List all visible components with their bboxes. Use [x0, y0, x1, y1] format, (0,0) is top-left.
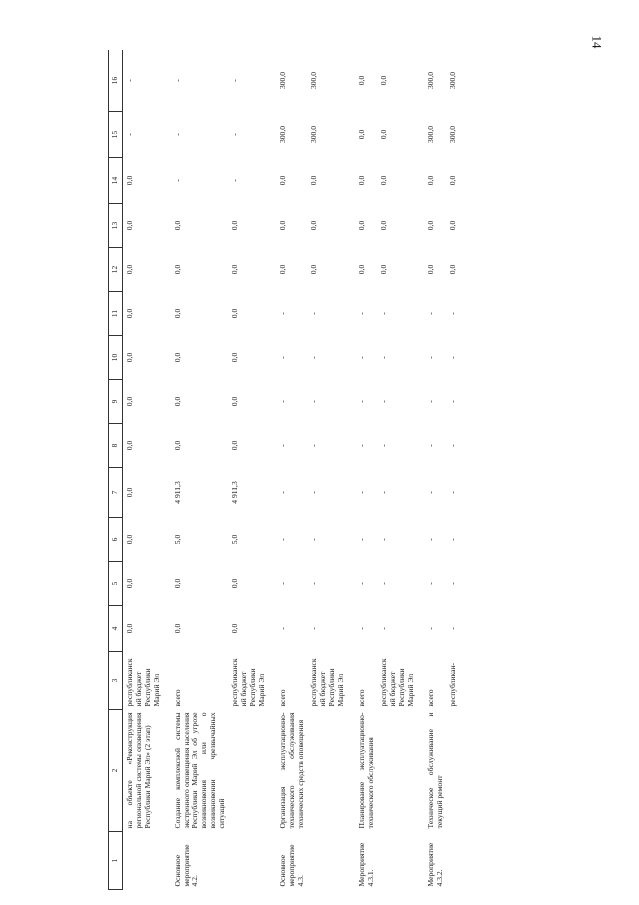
table-row	[348, 50, 378, 890]
activity-code-cell	[122, 832, 163, 890]
value-cell-col-15: 0,0	[378, 129, 388, 140]
value-cell-col-5: 0,0	[124, 578, 134, 589]
activity-code-cell	[229, 832, 269, 890]
value-cell-col-14: -	[230, 179, 240, 182]
value-cell-col-8: -	[448, 444, 458, 447]
value-cell-col-14: 0,0	[378, 175, 388, 186]
value-cell-col-16: 0,0	[378, 75, 388, 86]
rotated-table-area	[108, 50, 588, 890]
value-cell-col-13: 0,0	[172, 220, 182, 231]
value-cell-col-8: 0,0	[230, 440, 240, 451]
header-row	[109, 50, 123, 890]
value-cell-col-9: -	[308, 400, 318, 403]
value-cell-col-8: 0,0	[124, 440, 134, 451]
value-cell-col-14: 0,0	[124, 175, 134, 186]
value-cell-col-13: 0,0	[230, 220, 240, 231]
value-cell-col-12: 0,0	[308, 264, 318, 275]
value-cell-col-9: -	[278, 400, 288, 403]
value-cell-col-16: -	[230, 79, 240, 82]
activity-name-cell: Планирование эксплуатационно-технического обслуживания	[356, 712, 375, 829]
value-cell-col-4: -	[426, 627, 436, 630]
value-cell-col-9: -	[378, 400, 388, 403]
value-cell-col-11: -	[378, 312, 388, 315]
value-cell-col-5: -	[356, 582, 366, 585]
activity-code-cell	[308, 832, 348, 890]
value-cell-col-16: 300,0	[278, 71, 288, 90]
activity-code-cell	[447, 832, 460, 890]
column-header-1: 1	[109, 832, 123, 890]
column-header-13: 13	[109, 204, 123, 248]
table-row	[378, 50, 418, 890]
value-cell-col-11: -	[308, 312, 318, 315]
value-cell-col-12: 0,0	[378, 264, 388, 275]
value-cell-col-5: 0,0	[230, 578, 240, 589]
value-cell-col-4: -	[278, 627, 288, 630]
funding-source-cell: республикан-	[448, 662, 458, 707]
value-cell-col-8: -	[356, 444, 366, 447]
value-cell-col-9: 0,0	[172, 396, 182, 407]
value-cell-col-5: -	[448, 582, 458, 585]
value-cell-col-7: -	[378, 491, 388, 494]
value-cell-col-8: -	[378, 444, 388, 447]
activity-code-cell: Мероприятие 4.3.1.	[356, 842, 375, 887]
value-cell-col-12: 0,0	[172, 264, 182, 275]
value-cell-col-12: 0,0	[448, 264, 458, 275]
value-cell-col-4: 0,0	[230, 623, 240, 634]
value-cell-col-15: -	[124, 133, 134, 136]
value-cell-col-13: 0,0	[378, 220, 388, 231]
value-cell-col-15: 300,0	[426, 125, 436, 144]
value-cell-col-13: 0,0	[356, 220, 366, 231]
column-header-3: 3	[109, 652, 123, 710]
value-cell-col-6: -	[448, 538, 458, 541]
value-cell-col-5: -	[378, 582, 388, 585]
value-cell-col-4: -	[448, 627, 458, 630]
funding-source-cell: всего	[172, 689, 182, 707]
value-cell-col-6: 0,0	[124, 534, 134, 545]
value-cell-col-5: 0,0	[172, 578, 182, 589]
table-row	[417, 50, 447, 890]
value-cell-col-13: 0,0	[308, 220, 318, 231]
value-cell-col-10: -	[448, 356, 458, 359]
value-cell-col-8: -	[426, 444, 436, 447]
value-cell-col-13: 0,0	[448, 220, 458, 231]
funding-source-cell: республиканский бюджет Республики Марий Эл	[230, 658, 267, 707]
value-cell-col-12: 0,0	[278, 264, 288, 275]
value-cell-col-4: 0,0	[124, 623, 134, 634]
value-cell-col-9: -	[448, 400, 458, 403]
activity-name-cell: Создание комплексной системы экстренного оповещения населения Республики Марий Эл об угрозе возникновения или о возникновении чрезвычайных ситуаций	[172, 712, 227, 829]
value-cell-col-15: -	[230, 133, 240, 136]
value-cell-col-16: -	[172, 79, 182, 82]
activity-name-cell	[378, 710, 418, 832]
value-cell-col-6: -	[426, 538, 436, 541]
value-cell-col-7: -	[426, 491, 436, 494]
table-row	[447, 50, 460, 890]
value-cell-col-7: -	[278, 491, 288, 494]
value-cell-col-10: -	[308, 356, 318, 359]
value-cell-col-16: 300,0	[426, 71, 436, 90]
value-cell-col-6: -	[378, 538, 388, 541]
value-cell-col-7: -	[308, 491, 318, 494]
value-cell-col-14: 0,0	[278, 175, 288, 186]
value-cell-col-14: 0,0	[356, 175, 366, 186]
value-cell-col-9: 0,0	[230, 396, 240, 407]
value-cell-col-16: 300,0	[448, 71, 458, 90]
funding-source-cell: республиканский бюджет Республики Марий Эл	[124, 658, 161, 707]
funding-source-cell: всего	[278, 689, 288, 707]
value-cell-col-8: -	[278, 444, 288, 447]
activity-name-cell	[447, 710, 460, 832]
value-cell-col-7: 0,0	[124, 487, 134, 498]
table-body	[122, 50, 460, 890]
table-header	[109, 50, 123, 890]
funding-source-cell: всего	[426, 689, 436, 707]
value-cell-col-7: -	[448, 491, 458, 494]
value-cell-col-16: 0,0	[356, 75, 366, 86]
value-cell-col-6: 5,0	[230, 534, 240, 545]
value-cell-col-6: -	[278, 538, 288, 541]
value-cell-col-13: 0,0	[278, 220, 288, 231]
column-header-11: 11	[109, 292, 123, 336]
value-cell-col-16: -	[124, 79, 134, 82]
activity-name-cell: на объекте «Реконструкция региональной системы оповещения Республики Марий Эл» (2 этап)	[124, 712, 152, 829]
value-cell-col-11: 0,0	[230, 308, 240, 319]
value-cell-col-16: 300,0	[308, 71, 318, 90]
value-cell-col-11: 0,0	[172, 308, 182, 319]
value-cell-col-10: -	[426, 356, 436, 359]
value-cell-col-15: 300,0	[308, 125, 318, 144]
activity-code-cell: Основное мероприятие 4.3.	[278, 844, 305, 887]
column-header-2: 2	[109, 710, 123, 832]
value-cell-col-14: -	[172, 179, 182, 182]
value-cell-col-11: -	[448, 312, 458, 315]
funding-source-cell: республиканский бюджет Республики Марий Эл	[378, 658, 415, 707]
value-cell-col-7: -	[356, 491, 366, 494]
value-cell-col-15: -	[172, 133, 182, 136]
value-cell-col-10: 0,0	[230, 352, 240, 363]
value-cell-col-4: -	[378, 627, 388, 630]
value-cell-col-10: 0,0	[172, 352, 182, 363]
value-cell-col-12: 0,0	[230, 264, 240, 275]
column-header-9: 9	[109, 380, 123, 424]
activity-name-cell: Организация эксплуатационно-технического обслуживания технических средств оповещения	[278, 712, 305, 829]
value-cell-col-14: 0,0	[308, 175, 318, 186]
value-cell-col-6: -	[308, 538, 318, 541]
value-cell-col-11: -	[356, 312, 366, 315]
value-cell-col-9: -	[356, 400, 366, 403]
activity-name-cell	[308, 710, 348, 832]
value-cell-col-14: 0,0	[448, 175, 458, 186]
value-cell-col-15: 300,0	[448, 125, 458, 144]
value-cell-col-6: 5,0	[172, 534, 182, 545]
column-header-12: 12	[109, 248, 123, 292]
column-header-10: 10	[109, 336, 123, 380]
value-cell-col-4: -	[308, 627, 318, 630]
table-row	[229, 50, 269, 890]
page-number: 14	[589, 35, 605, 49]
activity-name-cell	[229, 710, 269, 832]
value-cell-col-13: 0,0	[124, 220, 134, 231]
value-cell-col-4: -	[356, 627, 366, 630]
value-cell-col-7: 4 911,3	[230, 481, 240, 504]
funding-source-cell: всего	[356, 689, 366, 707]
value-cell-col-12: 0,0	[124, 264, 134, 275]
activity-code-cell: Мероприятие 4.3.2.	[426, 842, 445, 887]
column-header-5: 5	[109, 562, 123, 606]
value-cell-col-15: 0,0	[356, 129, 366, 140]
value-cell-col-5: -	[308, 582, 318, 585]
activity-code-cell	[378, 832, 418, 890]
value-cell-col-11: 0,0	[124, 308, 134, 319]
value-cell-col-6: -	[356, 538, 366, 541]
funding-source-cell: республиканский бюджет Республики Марий Эл	[308, 658, 345, 707]
value-cell-col-8: 0,0	[172, 440, 182, 451]
value-cell-col-10: 0,0	[124, 352, 134, 363]
column-header-16: 16	[109, 50, 123, 112]
column-header-6: 6	[109, 518, 123, 562]
activity-code-cell: Основное мероприятие 4.2.	[172, 844, 200, 887]
value-cell-col-11: -	[426, 312, 436, 315]
table-row	[269, 50, 308, 890]
table-row	[164, 50, 230, 890]
value-cell-col-14: 0,0	[426, 175, 436, 186]
table-row	[308, 50, 348, 890]
column-header-14: 14	[109, 158, 123, 204]
value-cell-col-10: -	[356, 356, 366, 359]
value-cell-col-12: 0,0	[426, 264, 436, 275]
value-cell-col-10: -	[278, 356, 288, 359]
table-row	[122, 50, 163, 890]
column-header-4: 4	[109, 606, 123, 652]
value-cell-col-5: -	[278, 582, 288, 585]
column-header-7: 7	[109, 468, 123, 518]
column-header-15: 15	[109, 112, 123, 158]
value-cell-col-15: 300,0	[278, 125, 288, 144]
value-cell-col-5: -	[426, 582, 436, 585]
value-cell-col-7: 4 911,3	[172, 481, 182, 504]
budget-table	[108, 50, 460, 890]
column-header-8: 8	[109, 424, 123, 468]
rotated-table-frame	[108, 50, 588, 890]
value-cell-col-9: -	[426, 400, 436, 403]
activity-name-cell: Техническое обслуживание и текущий ремонт	[426, 712, 445, 829]
value-cell-col-10: -	[378, 356, 388, 359]
value-cell-col-9: 0,0	[124, 396, 134, 407]
value-cell-col-12: 0,0	[356, 264, 366, 275]
value-cell-col-11: -	[278, 312, 288, 315]
value-cell-col-13: 0,0	[426, 220, 436, 231]
value-cell-col-8: -	[308, 444, 318, 447]
value-cell-col-4: 0,0	[172, 623, 182, 634]
